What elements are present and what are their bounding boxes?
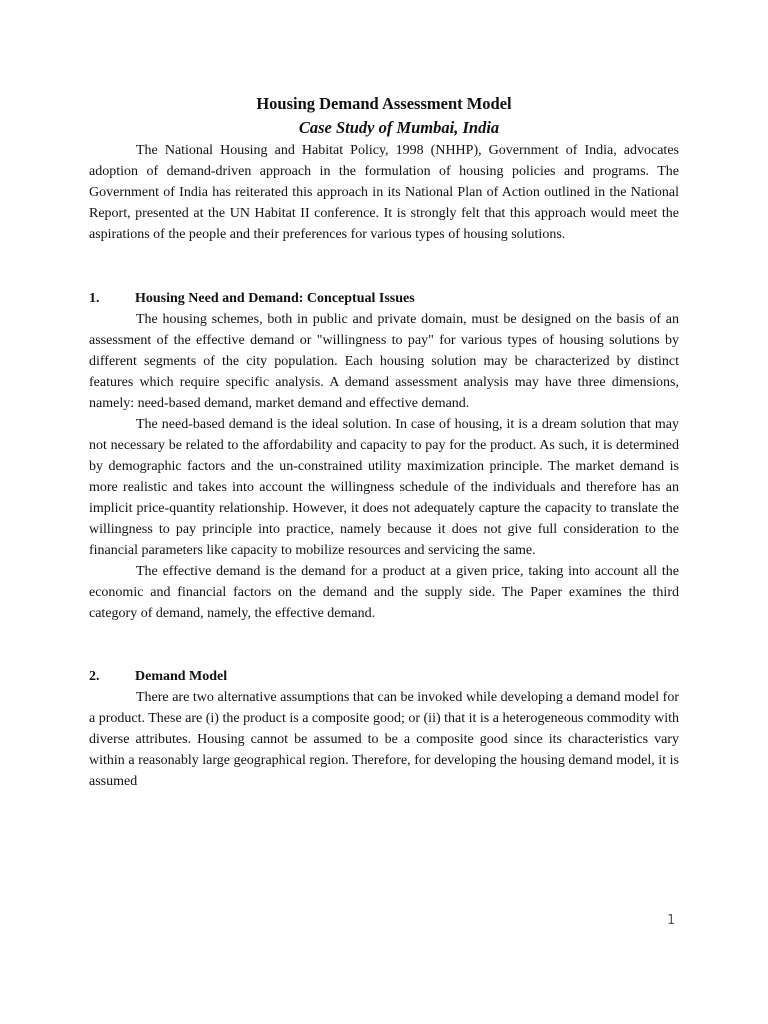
page-number: 1 <box>667 913 675 928</box>
section-number: 1. <box>89 291 100 306</box>
section-heading <box>89 288 679 309</box>
body-paragraph: The need-based demand is the ideal solution. In case of housing, it is a dream solution that may not necessary be related to the affordability and capacity to pay for the product. As such, it is determined by demographic factors and the un-constrained utility maximization principle. The market demand is more realistic and takes into account the willingness schedule of the individuals and therefore has an implicit price-quantity relationship. However, it does not adequately capture the capacity to translate the willingness to pay principle into practice, namely because it does not give full consideration to the financial parameters like capacity to mobilize resources and servicing the same. <box>89 417 679 558</box>
document-page <box>89 92 679 792</box>
section-number: 2. <box>89 669 100 684</box>
body-paragraph: There are two alternative assumptions that can be invoked while developing a demand model for a product. These are (i) the product is a composite good; or (ii) that it is a heterogeneous commodity with diverse attributes. Housing cannot be assumed to be a composite good since its characteristics vary within a reasonably large geographical region. Therefore, for developing the housing demand model, it is assumed <box>89 690 679 789</box>
document-title: Housing Demand Assessment Model <box>256 94 512 113</box>
title-block <box>89 92 679 140</box>
section-heading <box>89 666 679 687</box>
body-paragraph: The housing schemes, both in public and private domain, must be designed on the basis of an assessment of the effective demand or "willingness to pay" for various types of housing solutions by different segments of the city population. Each housing solution may be characterized by distinct features which require specific analysis. A demand assessment analysis may have three dimensions, namely: need-based demand, market demand and effective demand. <box>89 312 679 411</box>
intro-paragraph: The National Housing and Habitat Policy, 1998 (NHHP), Government of India, advocates adoption of demand-driven approach in the formulation of housing policies and programs. The Government of India has reiterated this approach in its National Plan of Action outlined in the National Report, presented at the UN Habitat II conference. It is strongly felt that this approach would meet the aspirations of the people and their preferences for various types of housing solutions. <box>89 143 679 242</box>
section-title: Housing Need and Demand: Conceptual Issues <box>135 291 415 306</box>
section-title: Demand Model <box>135 669 228 684</box>
document-subtitle: Case Study of Mumbai, India <box>298 118 500 137</box>
body-paragraph: The effective demand is the demand for a product at a given price, taking into account all the economic and financial factors on the demand and the supply side. The Paper examines the third category of demand, namely, the effective demand. <box>89 564 679 621</box>
